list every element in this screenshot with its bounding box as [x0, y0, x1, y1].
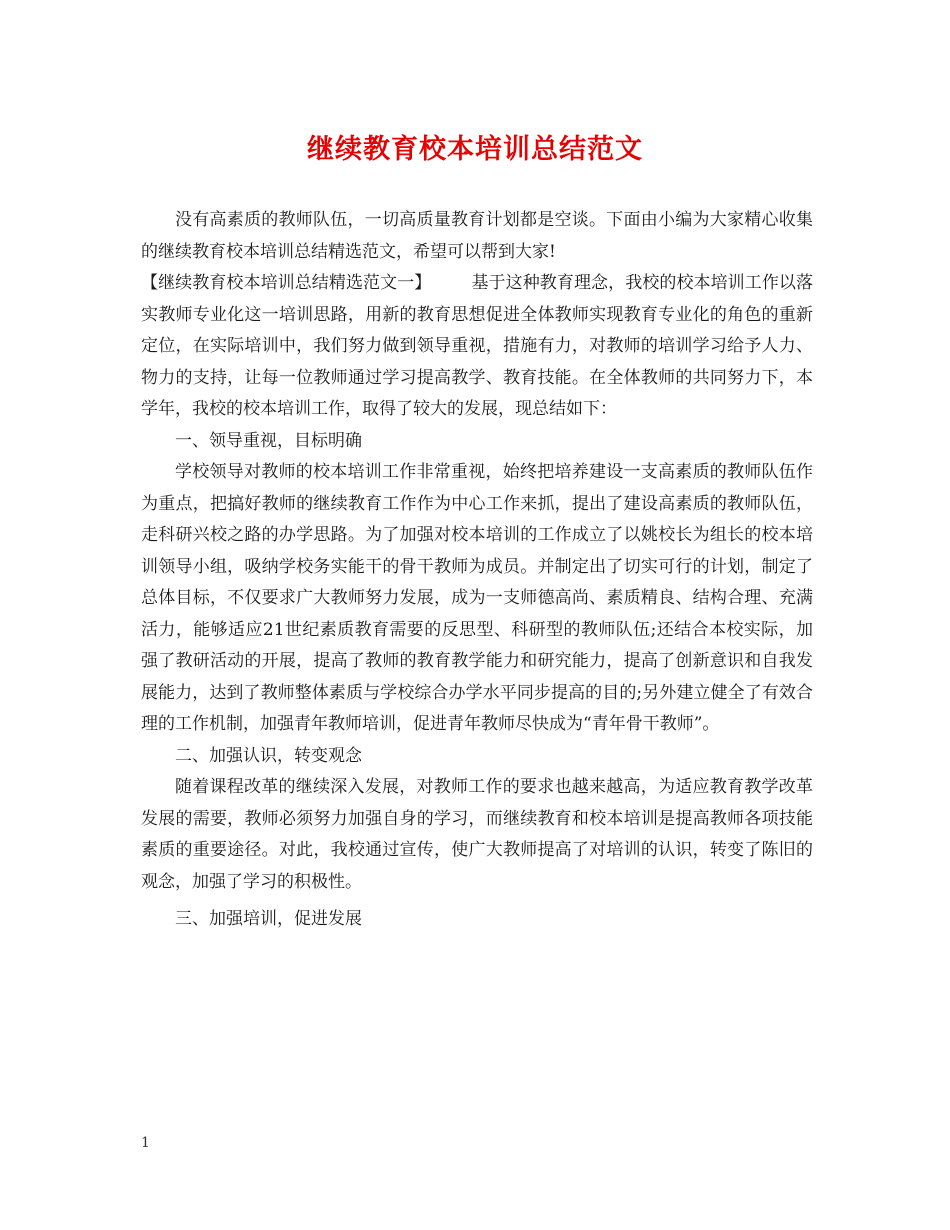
section-first-paragraph-text: 基于这种教育理念，我校的校本培训工作以落实教师专业化这一培训思路，用新的教育思想促进全体教师实现教育专业化的角色的重新定位，在实际培训中，我们努力做到领导重视，措施有力，对教师的培训学习给予人力、物力的支持，让每一位教师通过学习提高教学、教育技能。在全体教师的共同努力下，本学年，我校的校本培训工作，取得了较大的发展，现总结如下：: [141, 273, 814, 419]
section-heading-2: 二、加强认识，转变观念: [175, 745, 362, 766]
document-title: 继续教育校本培训总结范文: [307, 134, 643, 165]
document-body: [141, 205, 813, 936]
body-paragraph-2: 随着课程改革的继续深入发展，对教师工作的要求也越来越高，为适应教育教学改革发展的需要，教师必须努力加强自身的学习，而继续教育和校本培训是提高教师各项技能素质的重要途径。对此，我校通过宣传，使广大教师提高了对培训的认识，转变了陈旧的观念，加强了学习的积极性。: [141, 777, 813, 892]
section-first-paragraph: [141, 268, 813, 426]
section-label: 【继续教育校本培训总结精选范文一】: [141, 273, 432, 293]
body-paragraph-1: 学校领导对教师的校本培训工作非常重视，始终把培养建设一支高素质的教师队伍作为重点，把搞好教师的继续教育工作作为中心工作来抓，提出了建设高素质的教师队伍，走科研兴校之路的办学思路。为了加强对校本培训的工作成立了以姚校长为组长的校本培训领导小组，吸纳学校务实能干的骨干教师为成员。并制定出了切实可行的计划，制定了总体目标，不仅要求广大教师努力发展，成为一支师德高尚、素质精良、结构合理、充满活力，能够适应21世纪素质教育需要的反思型、科研型的教师队伍;还结合本校实际，加强了教研活动的开展，提高了教师的教育教学能力和研究能力，提高了创新意识和自我发展能力，达到了教师整体素质与学校综合办学水平同步提高的目的;另外建立健全了有效合理的工作机制，加强青年教师培训，促进青年教师尽快成为“青年骨干教师”。: [141, 462, 813, 734]
section-heading-1: 一、领导重视，目标明确: [175, 430, 362, 451]
intro-paragraph: 没有高素质的教师队伍，一切高质量教育计划都是空谈。下面由小编为大家精心收集的继续教育校本培训总结精选范文，希望可以帮到大家!: [141, 210, 813, 262]
page-number: 1: [141, 1135, 150, 1151]
section-heading-3: 三、加强培训，促进发展: [175, 909, 362, 929]
